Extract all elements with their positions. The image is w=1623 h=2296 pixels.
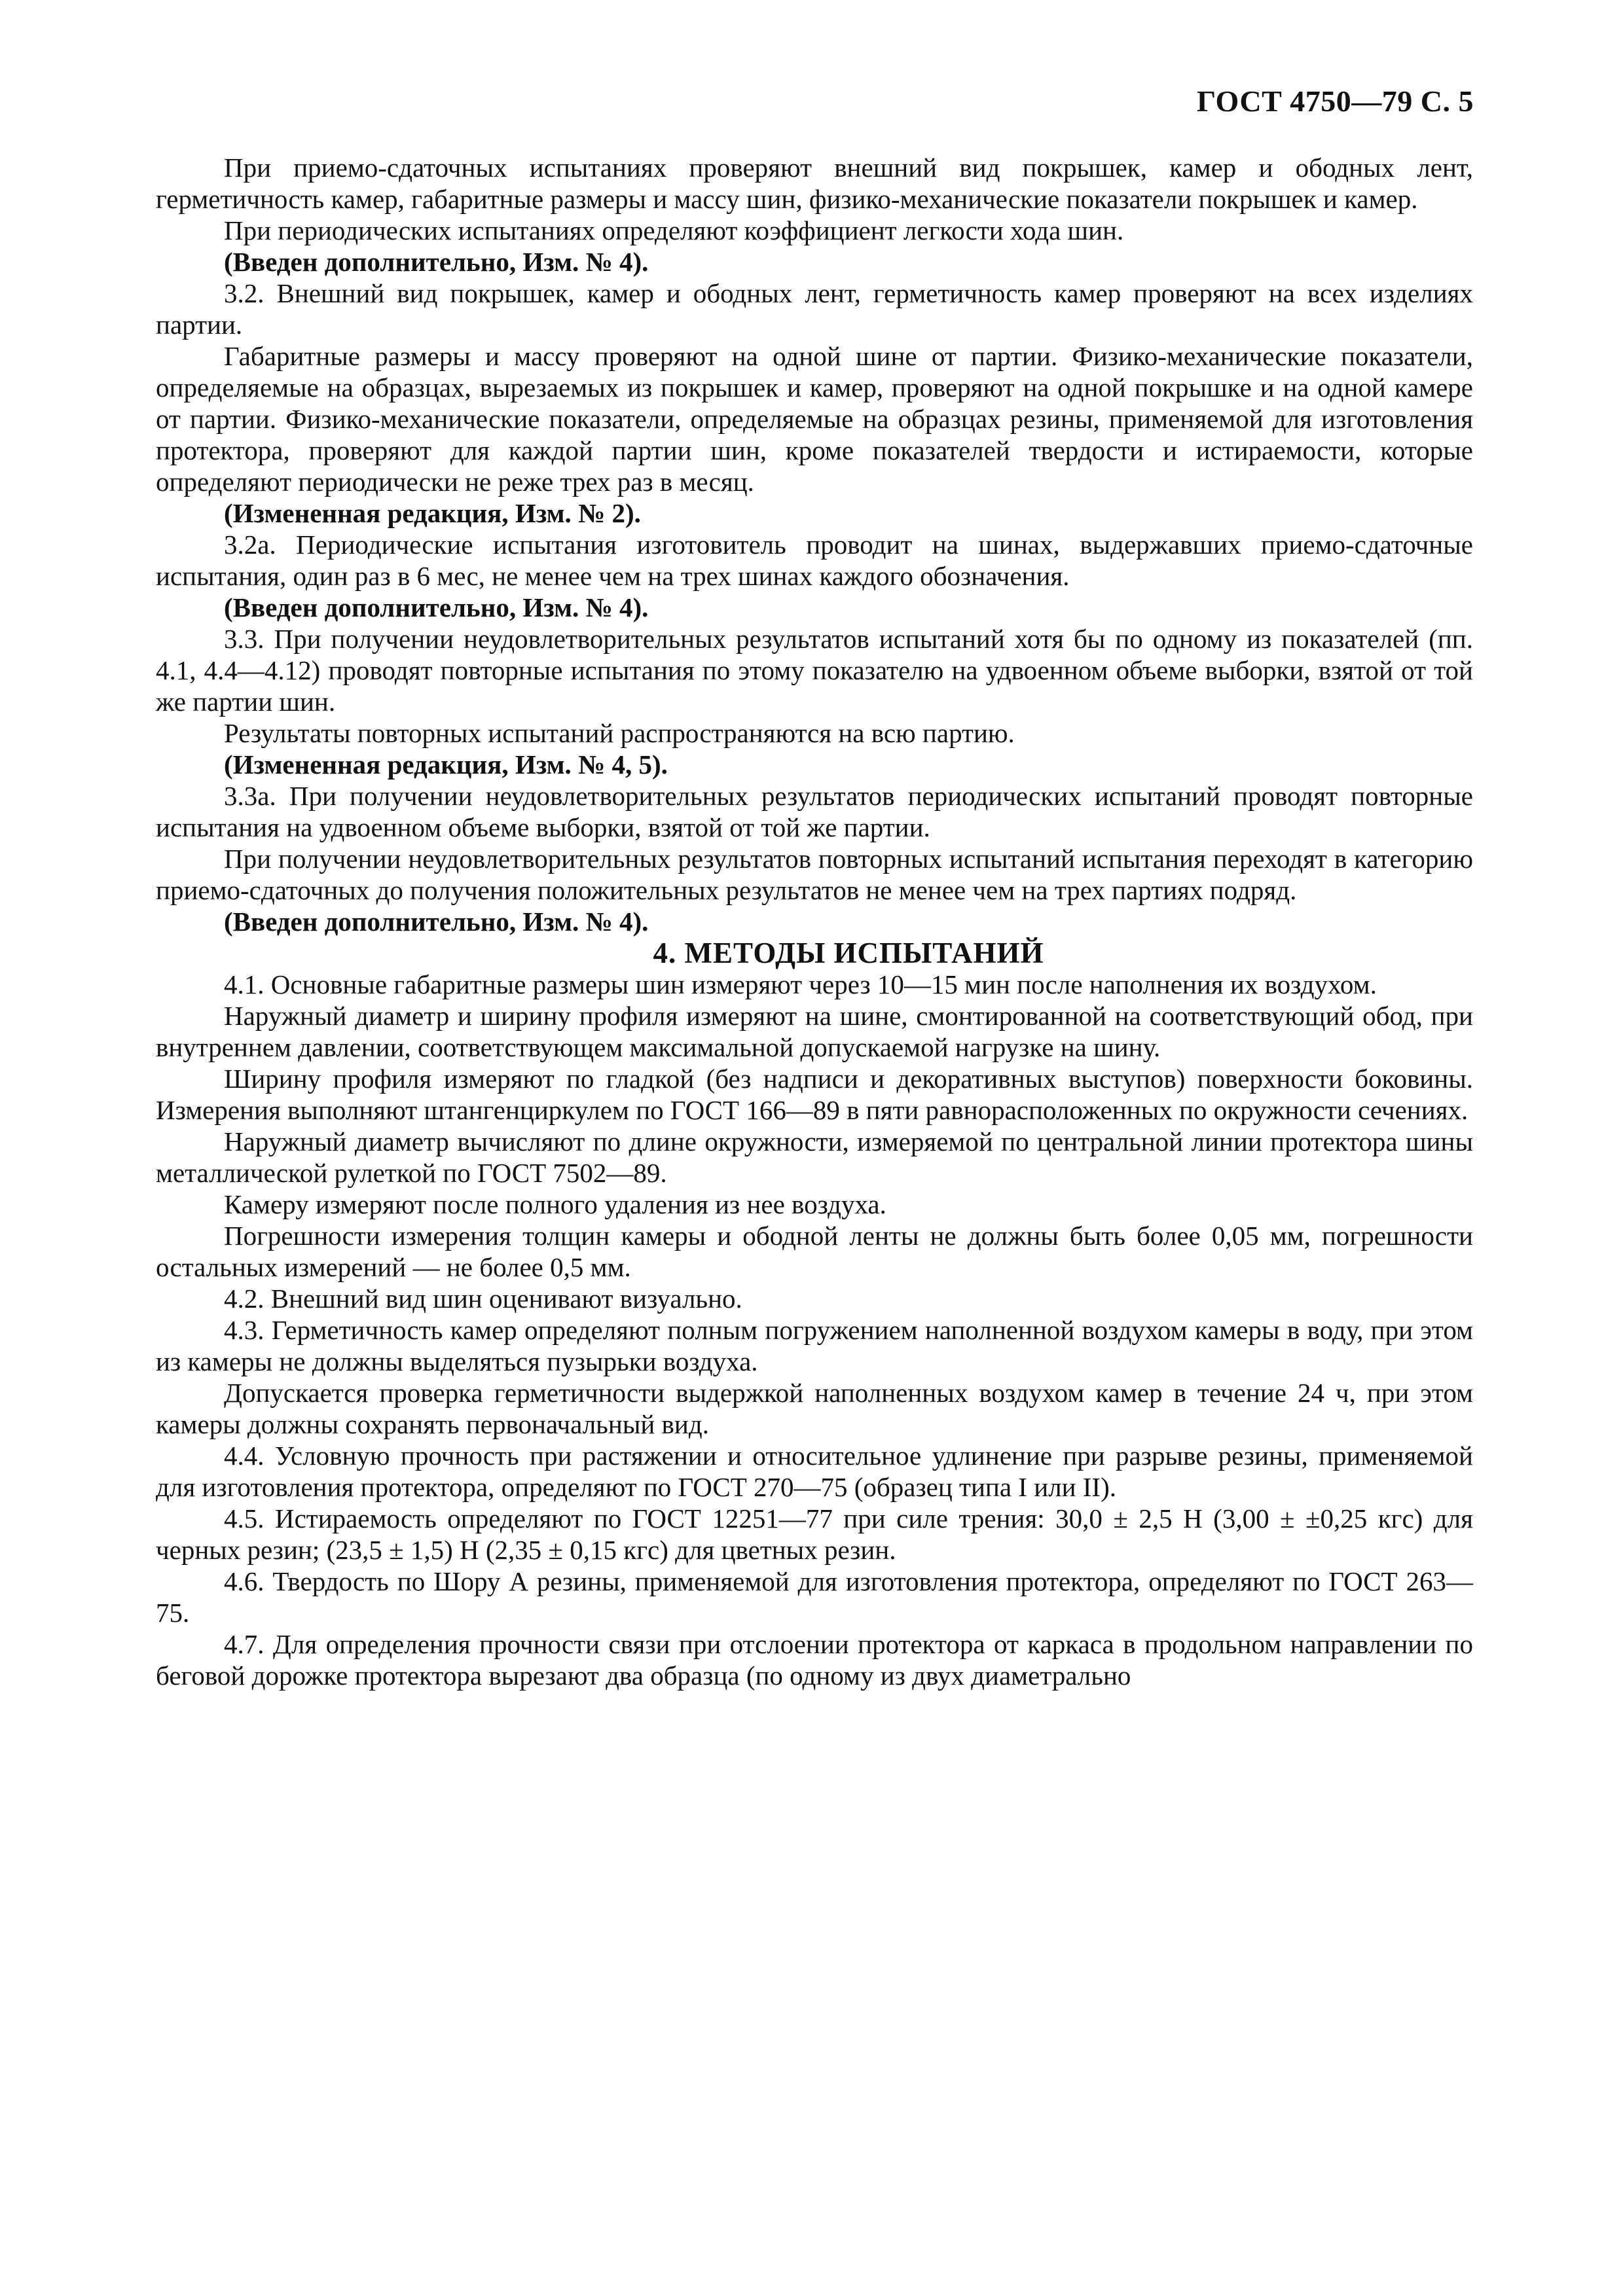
amendment-note: (Введен дополнительно, Изм. № 4). [224, 592, 649, 622]
paragraph: 4.3. Герметичность камер определяют полным погружением наполненной воздухом камеры в воду, при этом из камеры не должны выделяться пузырьки воздуха. [156, 1315, 1473, 1376]
section-title: 4. МЕТОДЫ ИСПЫТАНИЙ [653, 937, 1044, 969]
paragraph: 3.2а. Периодические испытания изготовитель проводит на шинах, выдержавших приемо-сдаточные испытания, один раз в 6 мес, не менее чем на трех шинах каждого обозначения. [156, 529, 1473, 591]
document-body [156, 152, 1473, 1691]
paragraphs-before [156, 152, 1473, 937]
paragraph: 3.3. При получении неудовлетворительных результатов испытаний хотя бы по одному из показателей (пп. 4.1, 4.4—4.12) проводят повторные испытания по этому показателю на удвоенном объеме выборки, взятой от той же партии шин. [156, 624, 1473, 717]
amendment-note: (Измененная редакция, Изм. № 2). [224, 498, 641, 528]
paragraphs-after [156, 969, 1473, 1691]
paragraph: 4.5. Истираемость определяют по ГОСТ 12251—77 при силе трения: 30,0 ± 2,5 Н (3,00 ± ±0,25 кгс) для черных резин; (23,5 ± 1,5) Н (2,35 ± 0,15 кгс) для цветных резин. [156, 1503, 1473, 1565]
paragraph: 4.7. Для определения прочности связи при отслоении протектора от каркаса в продольном направлении по беговой дорожке протектора вырезают два образца (по одному из двух диаметрально [156, 1629, 1473, 1691]
paragraph: Результаты повторных испытаний распространяются на всю партию. [224, 718, 1015, 748]
amendment-note: (Измененная редакция, Изм. № 4, 5). [224, 749, 668, 780]
paragraph: Наружный диаметр и ширину профиля измеряют на шине, смонтированной на соответствующий обод, при внутреннем давлении, соответствующем максимальной допускаемой нагрузке на шину. [156, 1001, 1473, 1062]
paragraph: 3.3а. При получении неудовлетворительных результатов периодических испытаний проводят повторные испытания на удвоенном объеме выборки, взятой от той же партии. [156, 781, 1473, 842]
page-header: ГОСТ 4750—79 С. 5 [1196, 84, 1474, 118]
amendment-note: (Введен дополнительно, Изм. № 4). [224, 906, 649, 937]
paragraph: Ширину профиля измеряют по гладкой (без надписи и декоративных выступов) поверхности боковины. Измерения выполняют штангенциркулем по ГОСТ 166—89 в пяти равнорасположенных по окружности сечениях. [156, 1064, 1473, 1125]
paragraph: Погрешности измерения толщин камеры и ободной ленты не должны быть более 0,05 мм, погрешности остальных измерений — не более 0,5 мм. [156, 1221, 1473, 1282]
paragraph: 3.2. Внешний вид покрышек, камер и ободных лент, герметичность камер проверяют на всех изделиях партии. [156, 278, 1473, 340]
paragraph: 4.2. Внешний вид шин оценивают визуально. [224, 1283, 742, 1314]
paragraph: 4.4. Условную прочность при растяжении и относительное удлинение при разрыве резины, применяемой для изготовления протектора, определяют по ГОСТ 270—75 (образец типа I или II). [156, 1441, 1473, 1502]
paragraph: 4.1. Основные габаритные размеры шин измеряют через 10—15 мин после наполнения их воздухом. [224, 969, 1377, 999]
paragraph: При периодических испытаниях определяют коэффициент легкости хода шин. [224, 215, 1124, 245]
paragraph: При получении неудовлетворительных результатов повторных испытаний испытания переходят в категорию приемо-сдаточных до получения положительных результатов не менее чем на трех партиях подряд. [156, 844, 1473, 905]
paragraph: Габаритные размеры и массу проверяют на одной шине от партии. Физико-механические показатели, определяемые на образцах, вырезаемых из покрышек и камер, проверяют на одной покрышке и на одной камере от партии. Физико-механические показатели, определяемые на образцах резины, применяемой для изготовления протектора, проверяют для каждой партии шин, кроме показателей твердости и истираемости, которые определяют периодически не реже трех раз в месяц. [156, 341, 1473, 497]
paragraph: 4.6. Твердость по Шору А резины, применяемой для изготовления протектора, определяют по ГОСТ 263—75. [156, 1566, 1473, 1628]
paragraph: Допускается проверка герметичности выдержкой наполненных воздухом камер в течение 24 ч, при этом камеры должны сохранять первоначальный вид. [156, 1378, 1473, 1439]
paragraph: Камеру измеряют после полного удаления из нее воздуха. [224, 1189, 886, 1219]
amendment-note: (Введен дополнительно, Изм. № 4). [224, 247, 649, 277]
paragraph: Наружный диаметр вычисляют по длине окружности, измеряемой по центральной линии протектора шины металлической рулеткой по ГОСТ 7502—89. [156, 1126, 1473, 1188]
paragraph: При приемо-сдаточных испытаниях проверяют внешний вид покрышек, камер и ободных лент, герметичность камер, габаритные размеры и массу шин, физико-механические показатели покрышек и камер. [156, 152, 1473, 214]
